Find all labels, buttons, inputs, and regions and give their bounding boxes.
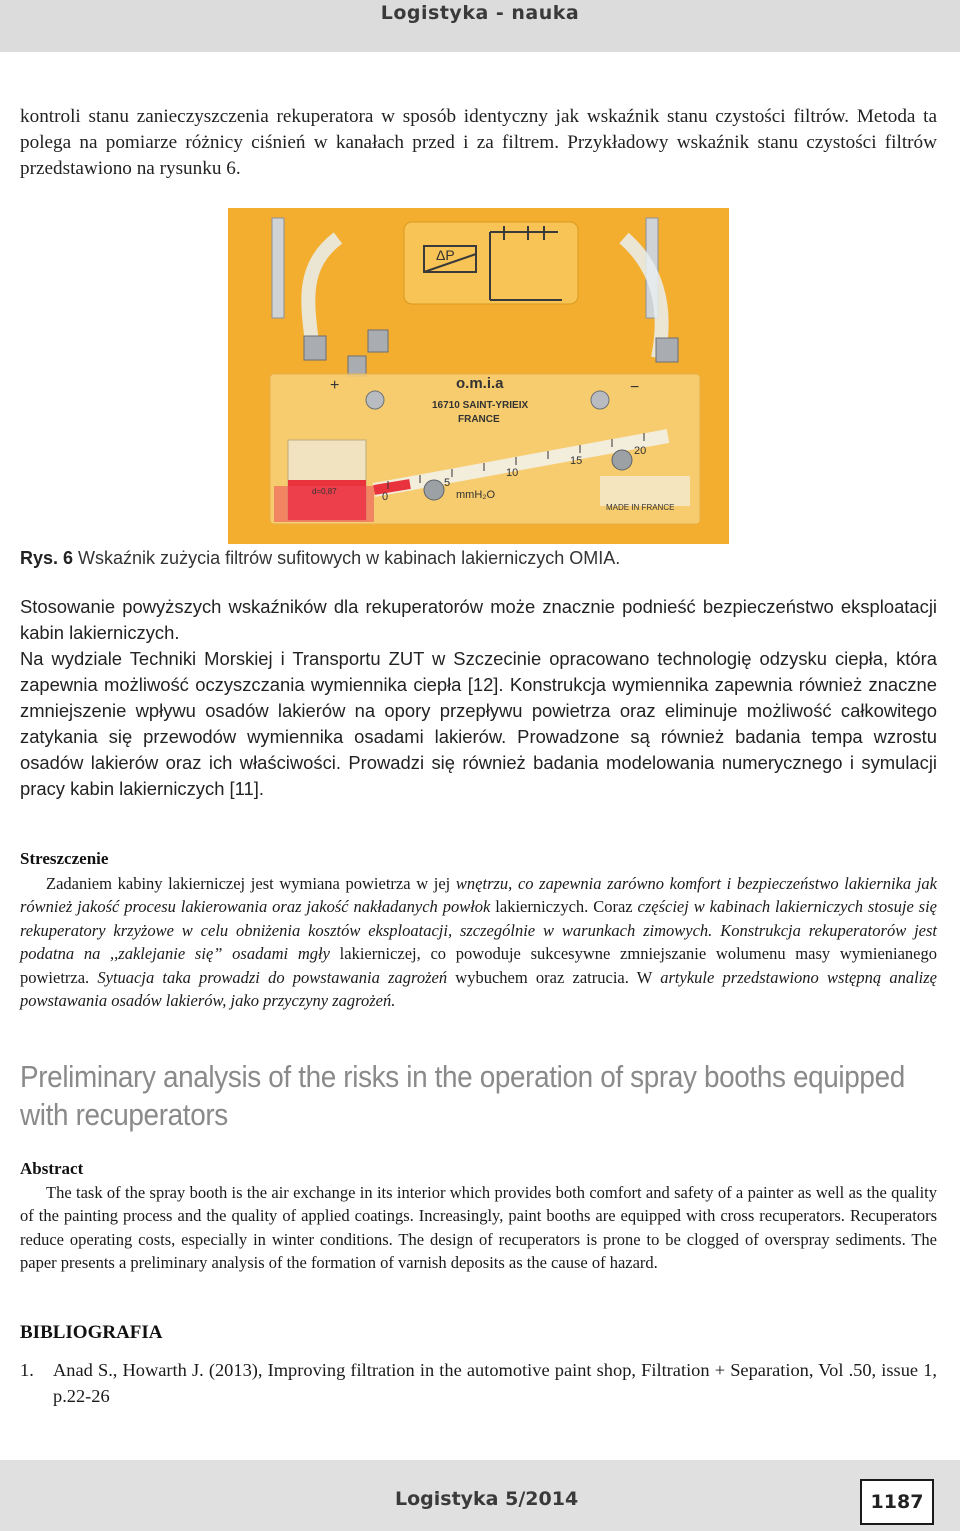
abstract-body: The task of the spray booth is the air exchange in its interior which provides both comfort and safety of a painter as well as the quality of the painting process and the quality of applied coatings. Increasingly, paint booths are equipped with cross recuperators. Recuperators reduce operating costs, especially in winter conditions. The design of recuperators is prone to be clogged of overspray sediments. The paper presents a preliminary analysis of the formation of varnish deposits as the cause of hazard. — [20, 1183, 937, 1273]
scale-tick-20: 20 — [634, 445, 647, 457]
streszczenie-part-a: Zadaniem kabiny lakierniczej jest wymiana powietrza w jej — [46, 874, 456, 893]
figure-caption-text: Wskaźnik zużycia filtrów sufitowych w kabinach lakierniczych OMIA. — [73, 548, 621, 568]
bibliography-heading: BIBLIOGRAFIA — [20, 1322, 163, 1343]
bibliography-item-text: Anad S., Howarth J. (2013), Improving filtration in the automotive paint shop, Filtration + Separation, Vol .50, issue 1, p.22-26 — [53, 1360, 937, 1406]
scale-tick-5: 5 — [444, 477, 451, 489]
brand-text: o.m.i.a — [456, 375, 504, 392]
scale-tick-15: 15 — [570, 455, 583, 467]
intro-text: kontroli stanu zanieczyszczenia rekuperatora w sposób identyczny jak wskaźnik stanu czystości filtrów. Metoda ta polega na pomiarze różnicy ciśnień w kanałach przed i za filtrem. Przykładowy wskaźnik stanu czystości filtrów przedstawiono na rysunku 6. — [20, 106, 937, 179]
paragraph-2 — [20, 646, 937, 802]
page-number: 1187 — [870, 1491, 924, 1513]
streszczenie-part-b: wnętrzu, co zapewnia zarówno komfort i bezpieczeństwo lakiernika jak również jakość procesu lakierowania oraz jakość nakładanych powłok — [20, 874, 937, 917]
streszczenie-part-h: artykule przedstawiono wstępną analizę powstawania osadów lakierów, jako przyczyny zagrożeń. — [20, 967, 937, 1011]
figure-omia-gauge — [228, 208, 729, 544]
streszczenie-part-f: Sytuacja taka prowadzi do powstawania zagrożeń — [97, 967, 448, 987]
gauge-illustration — [228, 208, 729, 544]
address-line-2: FRANCE — [458, 414, 500, 425]
address-line-1: 16710 SAINT-YRIEIX — [432, 400, 529, 411]
unit-label: mmH₂O — [456, 489, 496, 501]
abstract-heading: Abstract — [20, 1159, 84, 1178]
density-label: d=0,87 — [312, 487, 337, 496]
made-in-label: MADE IN FRANCE — [606, 503, 675, 512]
streszczenie-part-e: lakierniczej, co powoduje sukcesywne zmniejszanie wolumenu masy wymienianego powietrza. — [20, 944, 938, 987]
figure-label: Rys. 6 — [20, 548, 74, 568]
english-title: Preliminary analysis of the risks in the operation of spray booths equipped with recuperators — [20, 1059, 905, 1132]
abstract-text — [20, 1181, 937, 1275]
footer-journal-title: Logistyka 5/2014 — [395, 1488, 579, 1510]
paragraph-1-text: Stosowanie powyższych wskaźników dla rekuperatorów może znacznie podnieść bezpieczeństwo eksploatacji kabin lakierniczych. — [20, 596, 937, 643]
bibliography-item-number: 1. — [20, 1360, 34, 1380]
dp-label: ΔP — [436, 247, 455, 263]
streszczenie-part-c: lakierniczych. Coraz — [490, 897, 638, 917]
scale-tick-10: 10 — [506, 467, 519, 479]
streszczenie-heading: Streszczenie — [20, 849, 109, 868]
journal-header-title: Logistyka - nauka — [380, 2, 580, 24]
paragraph-2-text: Na wydziale Techniki Morskiej i Transportu ZUT w Szczecinie opracowano technologię odzysku ciepła, która zapewnia możliwość oczyszczania wymiennika ciepła [12]. Konstrukcja wymiennika zapewnia również znaczne zmniejszenie wpływu osadów lakierów na opory przepływu powietrza oraz eliminuje możliwość całkowitego zatykania się przewodów wymiennika osadami lakierów. Prowadzone są również badania tempa wzrostu osadów lakierów oraz ich właściwości. Prowadzi się również badania modelowania numerycznego i symulacji pracy kabin lakierniczych [11]. — [20, 648, 937, 799]
figure-caption — [20, 546, 620, 570]
scale-tick-0: 0 — [382, 491, 389, 503]
minus-sign: − — [630, 379, 640, 396]
plus-sign: + — [330, 377, 340, 394]
intro-paragraph — [20, 104, 937, 182]
streszczenie-text — [20, 872, 937, 1012]
streszczenie-part-d: częściej w kabinach lakierniczych stosuje się rekuperatory krzyżowe w celu obniżenia kosztów eksploatacji, szczególnie w warunkach zimowych. Konstrukcja rekuperatorów jest podatna na ,,zaklejanie się” osadami mgły — [20, 897, 938, 964]
page-number-box — [860, 1479, 934, 1525]
paragraph-1 — [20, 594, 937, 646]
bibliography-item — [20, 1357, 937, 1409]
streszczenie-part-g: wybuchem oraz zatrucia. W — [447, 967, 661, 987]
